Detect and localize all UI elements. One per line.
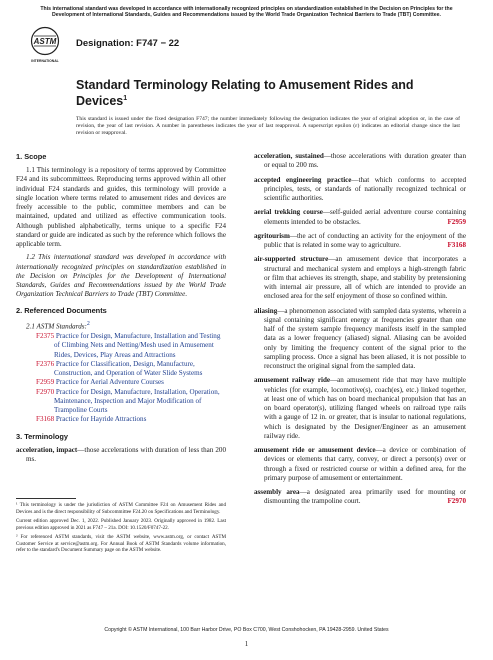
term-name: air-supported structure [254,255,329,264]
svg-text:INTERNATIONAL: INTERNATIONAL [31,59,59,63]
term-entry [254,307,466,372]
right-column [254,152,466,512]
term-name: accepted engineering practice [254,175,352,184]
astm-standards-label: 2.1 ASTM Standards: [26,321,87,330]
scope-paragraph-2: 1.2 This international standard was developed in accordance with internationally recognized principles on standardization established in the Decision on Principles for the Development of International Standards, Guides and Recommendations issued by the World Trade Organization Technical Barriers to Trade (TBT) Committee. [16,253,226,299]
term-entry [254,152,466,171]
term-entry [254,232,466,251]
reference-item[interactable] [26,360,226,379]
term-definition: —those accelerations with duration greater than or equal to 200 ms. [264,152,466,170]
reference-code[interactable]: F3168 [36,415,55,424]
astm-logo-icon [30,26,60,66]
trade-notice-banner: This international standard was developed in accordance with internationally recognized principles on standardization established in the Decision on Principles for the Development of International Standards, Guides and Recommendations issued by the World Trade Organization Technical Barriers to Trade (TBT) Committee. [40,6,453,19]
term-definition: —the act of conducting an activity for the enjoyment of the public that is related in some way to agriculture. [264,231,466,249]
footnote-2: ² For referenced ASTM standards, visit the ASTM website, www.astm.org, or contact ASTM Customer Service at service@astm.org. For Annual Book of ASTM Standards volume information, refer to the standard's Document Summary page on the ASTM website. [16,534,226,553]
term-name: aliasing [254,306,278,315]
term-entry [254,255,466,301]
reference-code[interactable]: F2959 [36,378,55,387]
astm-standards-lead [26,320,226,332]
term-name: agritourism [254,231,290,240]
reference-code[interactable]: F2375 [36,332,55,341]
designation: Designation: F747 − 22 [76,38,180,49]
footnote-1-edition: Current edition approved Dec. 1, 2022. Published January 2023. Originally approved in 1982. Last previous edition approved in 2021 as F747 – 21a. DOI: 10.1520/F0747-22. [16,518,226,531]
term-definition: —those accelerations with duration of less than 200 ms. [26,445,226,463]
reference-item[interactable] [26,415,226,424]
footnote-1: ¹ This terminology is under the jurisdiction of ASTM Committee F24 on Amusement Rides and Devices and is the direct responsibility of Subcommittee F24.20 on Specifications and Terminology. [16,502,226,515]
reference-code[interactable]: F2376 [36,359,55,368]
scope-heading: 1. Scope [16,152,47,161]
references-heading: 2. Referenced Documents [16,305,107,315]
term-name: aerial trekking course [254,208,323,217]
left-column [16,152,226,469]
svg-text:ASTM: ASTM [33,37,57,46]
page-number: 1 [244,640,249,648]
scope-paragraph-1: 1.1 This terminology is a repository of terms approved by Committee F24 and its subcommittees. Reproducing terms approved within all other individual F24 standards and guides, this terminology will provide a single location where terms related to amusement rides and devices are freely accessible to the public, committee members and can be maintained, updated and utilized as effective communication tools. Although published alphabetically, terms unique to a specific F24 standard or guide are indicated as such by the reference which follows the applicable term. [16,166,226,248]
footnote-2-marker: 2 [86,320,90,327]
term-name: assembly area [254,488,300,496]
reference-title[interactable]: Practice for Aerial Adventure Courses [55,378,164,387]
reference-title[interactable]: Practice for Classification, Design, Manufacture, Construction, and Operation of Water Slide Systems [54,359,203,378]
term-name: amusement railway ride [254,376,331,385]
reference-title[interactable]: Practice for Design, Manufacture, Installation and Testing of Climbing Nets and Netting/Mesh used in Amusement Rides, Devices, Play Areas and Attractions [54,332,221,359]
standard-issuance-note: This standard is issued under the fixed designation F747; the number immediately following the designation indicates the year of original adoption or, in the case of revision, the year of last revision. A number in parentheses indicates the year of last reapproval. A superscript epsilon (ε) indicates an editorial change since the last revision or reapproval. [76,116,460,136]
term-entry [254,176,466,204]
reference-item[interactable] [26,388,226,416]
term-reference-link[interactable]: F2970 [447,497,466,506]
reference-title[interactable]: Practice for Hayride Attractions [55,415,147,424]
term-entry [254,446,466,483]
term-definition: —that which conforms to accepted principles, tests, or standards of nationally recognized technical or scientific authorities. [264,175,467,202]
term-entry [254,376,466,441]
document-title-text: Standard Terminology Relating to Amusement Rides and Devices [76,78,414,108]
term-definition: —a phenomenon associated with sampled data systems, wherein a signal containing significant energy at frequencies greater than one half of the system sample frequency manifests itself in the sampled data as a lower frequency (aliased) signal. Aliasing can be avoided only by limiting the frequency content of the signal prior to the sampling process. Once a signal has been aliased, it is not possible to reconstruct the original signal from the sampled data. [264,306,466,370]
term-definition: —an amusement device that incorporates a structural and mechanical system and employs a high-strength fabric or film that achieves its strength, shape, and stability by pretensioning with internal air pressure, all of which are intended to provide an enclosed area for the self enjoyment of those so confined within. [264,255,466,301]
reference-item[interactable] [26,378,226,387]
term-entry [16,446,226,465]
term-entry [254,208,466,227]
term-definition: —a device or combination of devices or elements that carry, convey, or direct a person(s) over or through a fixed or restricted course or within a defined area, for the primary purpose of amusement or entertainment. [264,446,466,482]
title-footnote-marker: 1 [123,95,128,102]
reference-item[interactable] [26,332,226,360]
term-reference-link[interactable]: F3168 [447,241,466,249]
astm-logo [30,26,60,66]
reference-title[interactable]: Practice for Design, Manufacture, Installation, Operation, Maintenance, Inspection and Major Modification of Trampoline Courts [54,387,220,415]
term-definition: —self-guided aerial adventure course containing elements intended to be obstacles. [264,208,466,226]
footnotes [16,502,226,557]
document-title [76,78,456,108]
copyright-line: Copyright © ASTM International, 100 Barr Harbor Drive, PO Box C700, West Conshohocken, PA 19428-2959. United States [104,627,389,633]
footnote-divider [16,498,76,499]
term-name: acceleration, sustained [254,152,324,160]
reference-code[interactable]: F2970 [36,387,55,396]
term-entry [254,488,466,507]
terminology-heading: 3. Terminology [16,431,69,441]
term-definition: —an amusement ride that may have multiple vehicles (for example, locomotive(s), coach(es), etc.) linked together, at least one of which has on board mechanical propulsion that has an on board operator(s), utilizing flanged wheels on railroad type rails with a gauge of 12 in. or greater, that is insular to national regulations, which is designated by the Designer/Engineer as an amusement railway ride. [264,376,466,440]
term-name: acceleration, impact [16,445,78,454]
term-reference-link[interactable]: F2959 [447,217,466,226]
term-name: amusement ride or amusement device [254,446,376,454]
term-definition: —a designated area primarily used for mounting or dismounting the trampoline court. [264,488,467,506]
